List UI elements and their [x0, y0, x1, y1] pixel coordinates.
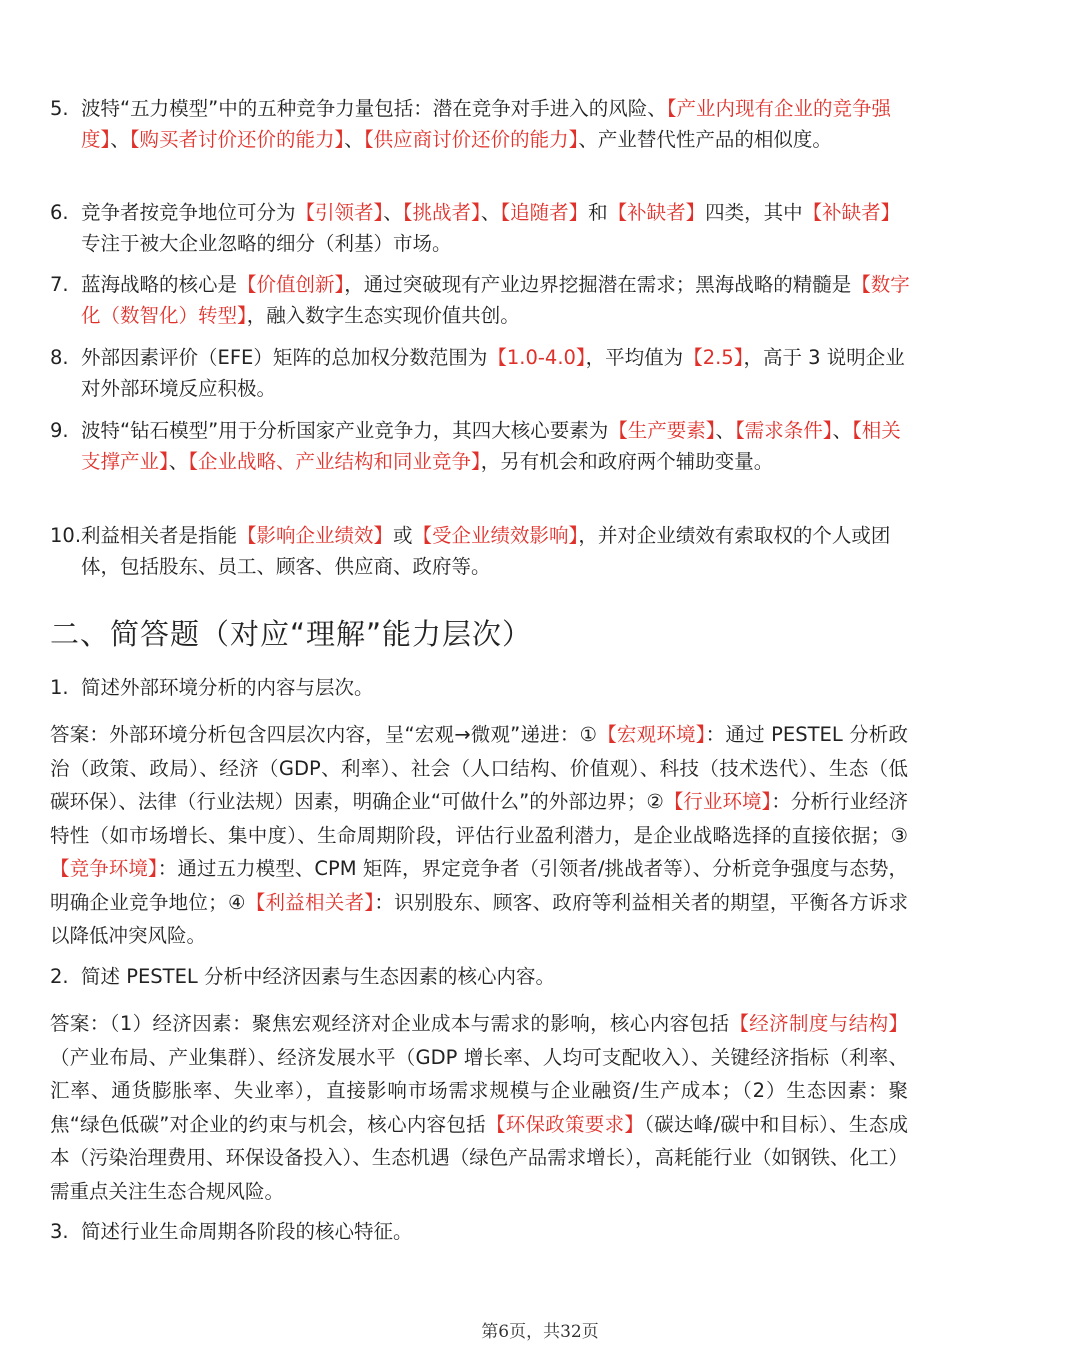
answer-blank: 【利益相关者】: [245, 890, 375, 914]
text-run: 利益相关者是指能: [81, 524, 238, 547]
answer-blank: 【1.0-4.0】: [487, 346, 586, 369]
fill-item-5: [50, 93, 910, 155]
text-run: 波特“五力模型”中的五种竞争力量包括：潜在竞争对手进入的风险、: [81, 97, 667, 120]
text-run: 、: [344, 128, 364, 151]
answer-1: [50, 718, 908, 953]
question-text: 简述行业生命周期各阶段的核心特征。: [81, 1220, 413, 1243]
text-run: ：通过 PESTEL 分析政治（政策、政局）、经济（GDP、利率）、社会（人口结构、价值观）、科技（技术迭代）、生态（低碳环保）、法律（行业法规）因素，明确企业“可做什么”的外部边界；②: [50, 723, 908, 813]
item-number: 6.: [50, 201, 69, 224]
answer-blank: 【环保政策要求】: [485, 1112, 645, 1136]
text-run: 波特“钻石模型”用于分析国家产业竞争力，其四大核心要素为: [81, 419, 609, 442]
answer-blank: 【2.5】: [683, 346, 744, 369]
answer-blank: 【影响企业绩效】: [237, 524, 394, 547]
text-run: 竞争者按竞争地位可分为: [81, 201, 296, 224]
text-run: ，融入数字生态实现价值共创。: [246, 304, 520, 327]
text-run: 专注于被大企业忽略的细分（利基）市场。: [81, 232, 452, 255]
text-run: ：分析行业经济特性（如市场增长、集中度）、生命周期阶段，评估行业盈利潜力，是企业战略选择的直接依据；③: [50, 790, 908, 847]
text-run: 和: [588, 201, 608, 224]
text-run: 、产业替代性产品的相似度。: [578, 128, 832, 151]
text-run: 、: [110, 128, 130, 151]
answer-blank: 【产业内现有企业的竞争强度】: [81, 97, 891, 151]
question-3: [50, 1216, 910, 1247]
text-run: ：通过五力模型、CPM 矩阵，界定竞争者（引领者/挑战者等）、分析竞争强度与态势，明确企业竞争地位；④: [50, 857, 908, 914]
answer-blank: 【生产要素】: [608, 419, 716, 442]
item-number: 10.: [50, 524, 82, 547]
item-text: [81, 524, 890, 578]
question-2: [50, 961, 910, 992]
fill-item-7: [50, 269, 910, 331]
answer-blank: 【购买者讨价还价的能力】: [129, 128, 345, 151]
answer-blank: 【受企业绩效影响】: [412, 524, 579, 547]
text-run: （产业布局、产业集群）、经济发展水平（GDP 增长率、人均可支配收入）、关键经济指标（利率、汇率、通货膨胀率、失业率），直接影响市场需求规模与企业融资/生产成本；（2）生态因素：聚焦“绿色低碳”对企业的约束与机会，核心内容包括: [50, 1045, 908, 1136]
text-run: ：识别股东、顾客、政府等利益相关者的期望，平衡各方诉求以降低冲突风险。: [50, 890, 908, 947]
answer-blank: 【挑战者】: [402, 201, 481, 224]
answer-blank: 【宏观环境】: [597, 723, 706, 746]
answer-blank: 【追随者】: [500, 201, 589, 224]
item-text: [81, 346, 905, 400]
fill-item-6: [50, 197, 910, 259]
text-run: 蓝海战略的核心是: [81, 273, 238, 296]
item-number: 8.: [50, 346, 69, 369]
item-text: [81, 273, 910, 327]
item-text: [81, 97, 891, 151]
answer-blank: 【行业环境】: [663, 790, 772, 813]
answer-blank: 【补缺者】: [607, 201, 706, 224]
text-run: 、: [480, 201, 501, 224]
text-run: 、: [168, 450, 189, 473]
section-heading: 二、简答题（对应“理解”能力层次）: [50, 617, 533, 651]
answer-blank: 【引领者】: [295, 201, 384, 224]
answer-blank: 【经济制度与结构】: [729, 1012, 908, 1035]
item-number: 7.: [50, 273, 69, 296]
text-run: ，平均值为: [585, 346, 684, 369]
answer-blank: 【数字化（数智化）转型】: [81, 273, 910, 327]
question-1: [50, 672, 910, 703]
item-text: [81, 201, 900, 255]
page-footer: 第6页，共32页: [481, 1322, 599, 1342]
text-run: 外部因素评价（EFE）矩阵的总加权分数范围为: [81, 346, 488, 369]
text-run: 、: [715, 419, 735, 442]
text-run: 四类，其中: [705, 201, 803, 224]
fill-item-9: [50, 415, 910, 477]
answer-blank: 【竞争环境】: [50, 857, 158, 880]
item-text: [81, 419, 901, 473]
text-run: 答案：外部环境分析包含四层次内容，呈“宏观→微观”递进：①: [50, 723, 598, 746]
fill-item-10: [50, 520, 910, 582]
question-text: 简述 PESTEL 分析中经济因素与生态因素的核心内容。: [81, 965, 555, 988]
text-run: 、: [383, 201, 403, 224]
question-number: 2.: [50, 965, 69, 988]
question-number: 1.: [50, 676, 69, 699]
text-run: ，另有机会和政府两个辅助变量。: [480, 450, 774, 473]
text-run: （碳达峰/碳中和目标）、生态成本（污染治理费用、环保设备投入）、生态机遇（绿色产品需求增长），高耗能行业（如钢铁、化工）需重点关注生态合规风险。: [50, 1112, 909, 1203]
answer-blank: 【补缺者】: [802, 201, 901, 224]
answer-2: [50, 1007, 908, 1208]
text-run: ，通过突破现有产业边界挖掘潜在需求；黑海战略的精髓是: [344, 273, 852, 296]
question-number: 3.: [50, 1220, 69, 1243]
answer-blank: 【需求条件】: [735, 419, 833, 442]
text-run: 答案：（1）经济因素：聚焦宏观经济对企业成本与需求的影响，核心内容包括: [50, 1012, 730, 1035]
answer-blank: 【价值创新】: [237, 273, 345, 296]
answer-blank: 【相关支撑产业】: [81, 419, 901, 473]
answer-blank: 【企业战略、产业结构和同业竞争】: [188, 450, 481, 473]
answer-blank: 【供应商讨价还价的能力】: [363, 128, 579, 151]
text-run: 或: [393, 524, 413, 547]
text-run: ，并对企业绩效有索取权的个人或团体，包括股东、员工、顾客、供应商、政府等。: [81, 524, 891, 578]
text-run: 、: [832, 419, 853, 442]
text-run: ，高于 3 说明企业对外部环境反应积极。: [81, 346, 905, 400]
fill-item-8: [50, 342, 910, 404]
item-number: 9.: [50, 419, 69, 442]
item-number: 5.: [50, 97, 69, 120]
question-text: 简述外部环境分析的内容与层次。: [81, 676, 374, 699]
